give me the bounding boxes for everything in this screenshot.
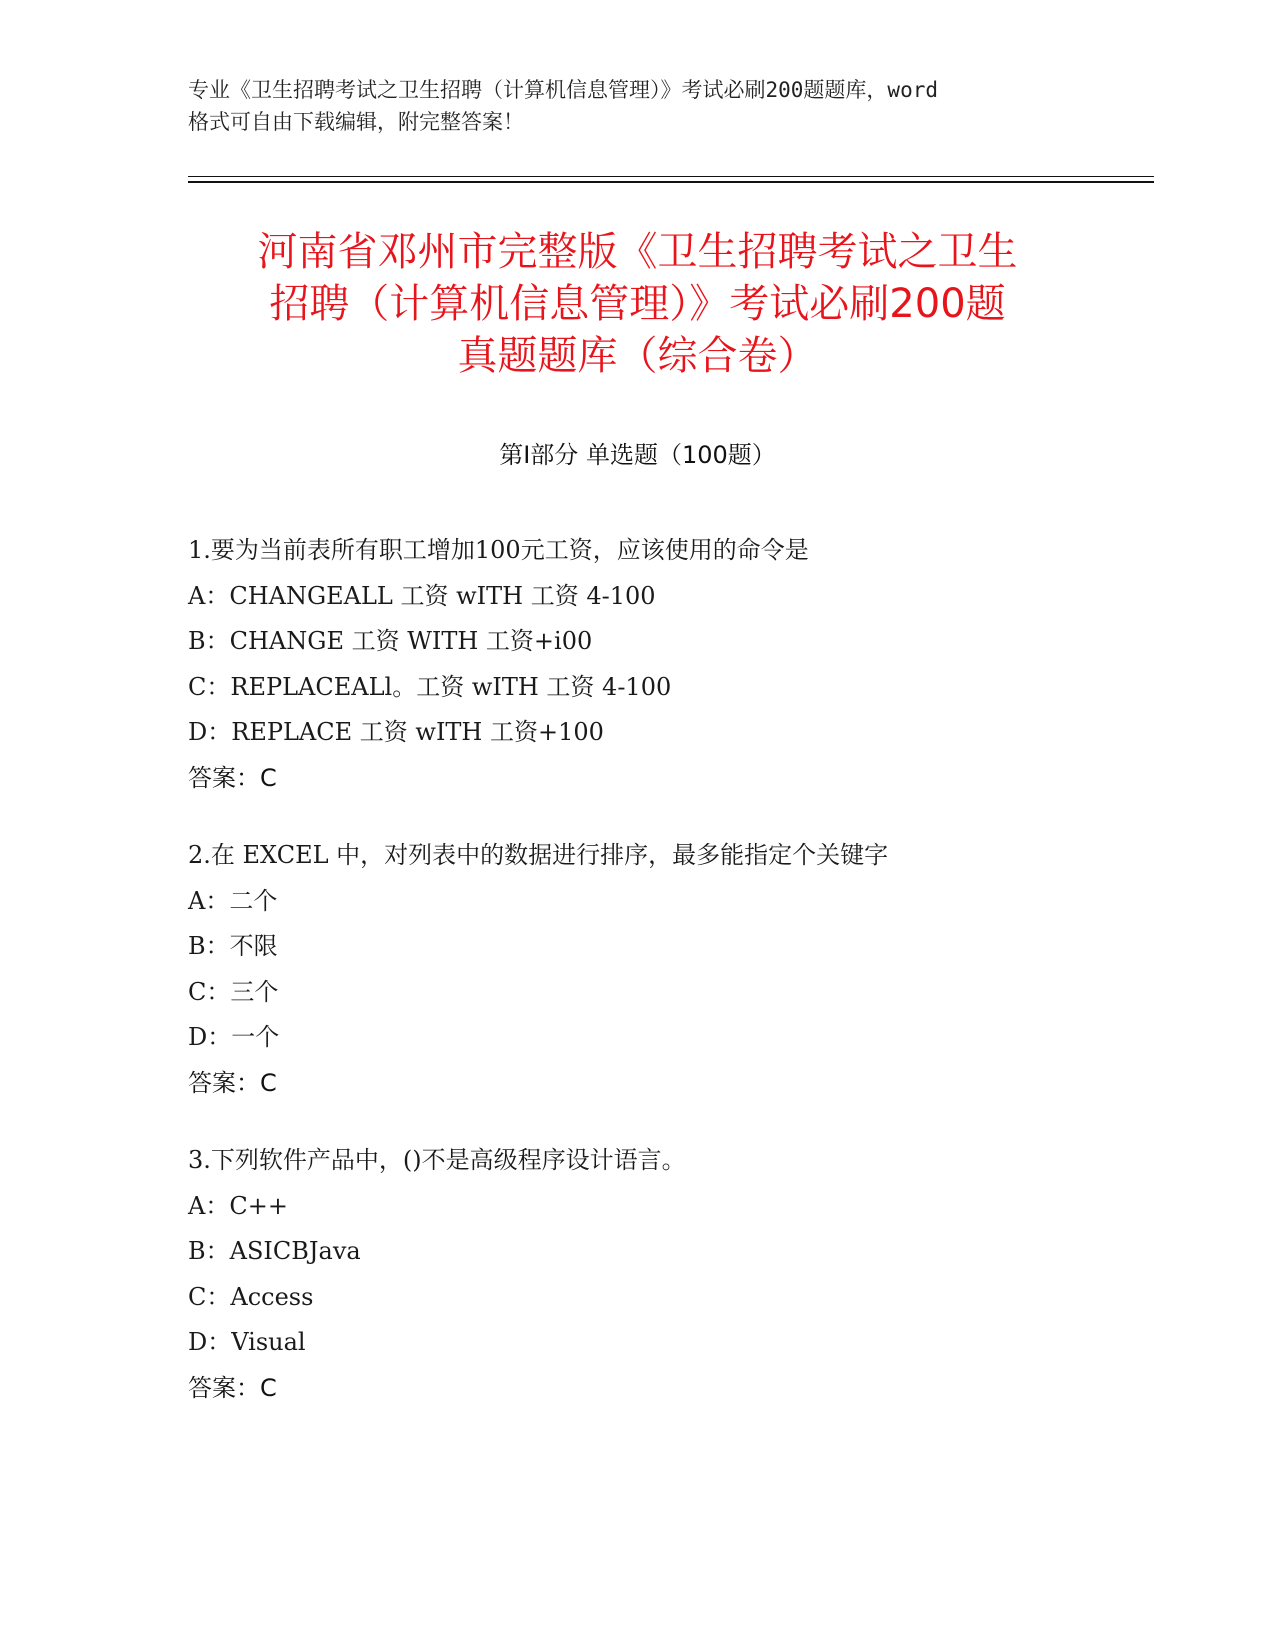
option-key: A： [188, 886, 230, 915]
option-b [188, 1229, 1138, 1275]
option-b [188, 924, 1138, 970]
question-stem: 3.下列软件产品中，()不是高级程序设计语言。 [188, 1146, 686, 1174]
option-key: D： [188, 1328, 232, 1356]
answer: 答案：C [188, 763, 277, 792]
header-note-line-2: 格式可自由下载编辑，附完整答案！ [188, 110, 524, 134]
question-list [188, 528, 1138, 1443]
option-a [188, 1184, 1138, 1230]
option-key: D： [188, 1023, 232, 1051]
header-rule-thin [188, 176, 1154, 177]
option-key: B： [188, 627, 230, 655]
option-text: REPLACE 工资 wITH 工资+100 [231, 718, 604, 746]
option-d [188, 710, 1138, 756]
question-2 [188, 833, 1138, 1106]
option-text: 二个 [229, 886, 278, 915]
option-text: CHANGEALL 工资 wITH 工资 4-100 [229, 581, 656, 610]
option-d [188, 1015, 1138, 1061]
option-key: A： [188, 581, 230, 610]
option-key: C： [188, 977, 231, 1006]
title-line-3: 真题题库（综合卷） [457, 333, 818, 379]
option-text: 三个 [230, 977, 279, 1006]
option-c [188, 1275, 1138, 1321]
answer: 答案：C [188, 1068, 277, 1097]
option-b [188, 619, 1138, 665]
option-key: C： [188, 672, 231, 701]
option-key: B： [188, 1237, 230, 1265]
option-text: Visual [231, 1328, 306, 1356]
question-3 [188, 1138, 1138, 1411]
header-rule-thick [188, 181, 1154, 183]
section-heading: 第Ⅰ部分 单选题（100题） [499, 441, 776, 469]
option-text: 一个 [231, 1023, 280, 1051]
document-title [150, 226, 1125, 382]
option-text: CHANGE 工资 WITH 工资+i00 [229, 627, 593, 655]
title-line-2: 招聘（计算机信息管理）》考试必刷200题 [269, 281, 1006, 327]
option-text: 不限 [229, 932, 278, 960]
question-stem: 2.在 EXCEL 中，对列表中的数据进行排序，最多能指定个关键字 [188, 841, 889, 869]
option-text: REPLACEALl。工资 wITH 工资 4-100 [230, 672, 672, 701]
option-text: ASICBJava [229, 1237, 361, 1265]
header-note [188, 74, 1088, 138]
question-1 [188, 528, 1138, 801]
option-key: D： [188, 718, 232, 746]
option-a [188, 574, 1138, 620]
option-key: A： [188, 1191, 230, 1220]
option-key: B： [188, 932, 230, 960]
option-c [188, 970, 1138, 1016]
option-a [188, 879, 1138, 925]
header-note-line-1: 专业《卫生招聘考试之卫生招聘（计算机信息管理）》考试必刷200题题库，word [188, 78, 938, 102]
option-d [188, 1320, 1138, 1366]
title-line-1: 河南省邓州市完整版《卫生招聘考试之卫生 [257, 229, 1018, 275]
option-c [188, 665, 1138, 711]
question-stem: 1.要为当前表所有职工增加100元工资，应该使用的命令是 [188, 536, 809, 564]
option-text: C++ [229, 1191, 288, 1220]
option-key: C： [188, 1282, 231, 1311]
option-text: Access [230, 1282, 314, 1311]
answer: 答案：C [188, 1373, 277, 1402]
